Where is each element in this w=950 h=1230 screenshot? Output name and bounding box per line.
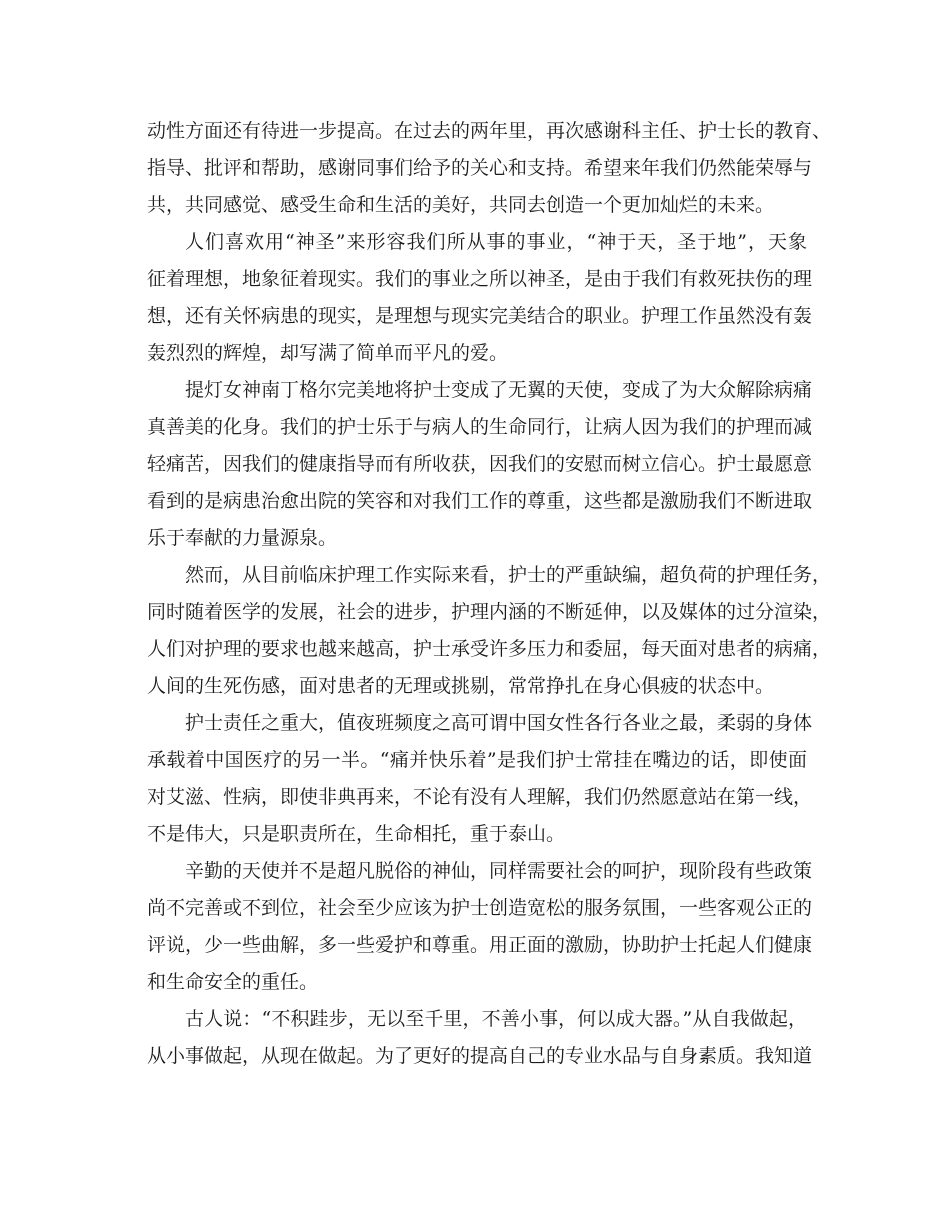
paragraph-first-line: 然而，从目前临床护理工作实际来看，护士的严重缺编，超负荷的护理任务， (185, 564, 832, 586)
text-line: 轻痛苦，因我们的健康指导而有所收获，因我们的安慰而树立信心。护士最愿意 (147, 453, 813, 475)
text-line: 人们对护理的要求也越来越高，护士承受许多压力和委屈，每天面对患者的病痛， (147, 638, 832, 660)
text-line: 共，共同感觉、感受生命和生活的美好，共同去创造一个更加灿烂的未来。 (147, 194, 775, 216)
document-body (147, 113, 832, 1075)
text-line: 指导、批评和帮助，感谢同事们给予的关心和支持。希望来年我们仍然能荣辱与 (147, 157, 813, 179)
text-line: 评说，少一些曲解，多一些爱护和尊重。用正面的激励，协助护士托起人们健康 (147, 934, 813, 956)
text-line: 乐于奉献的力量源泉。 (147, 527, 338, 549)
text-line: 人间的生死伤感，面对患者的无理或挑剔，常常挣扎在身心俱疲的状态中。 (147, 675, 775, 697)
text-line: 想，还有关怀病患的现实，是理想与现实完美结合的职业。护理工作虽然没有轰 (147, 305, 813, 327)
text-line: 动性方面还有待进一步提高。在过去的两年里，再次感谢科主任、护士长的教育、 (147, 120, 832, 142)
text-line: 征着理想，地象征着现实。我们的事业之所以神圣，是由于我们有救死扶伤的理 (147, 268, 813, 290)
text-line: 对艾滋、性病，即使非典再来，不论有没有人理解，我们仍然愿意站在第一线， (147, 786, 813, 808)
text-line: 承载着中国医疗的另一半。“痛并快乐着”是我们护士常挂在嘴边的话，即使面 (147, 749, 807, 771)
paragraph-first-line: 护士责任之重大，值夜班频度之高可谓中国女性各行各业之最，柔弱的身体 (185, 712, 813, 734)
text-line: 和生命安全的重任。 (147, 971, 319, 993)
paragraph-first-line: 古人说：“不积跬步，无以至千里，不善小事，何以成大器。”从自我做起， (185, 1008, 807, 1030)
text-line: 尚不完善或不到位，社会至少应该为护士创造宽松的服务氛围，一些客观公正的 (147, 897, 813, 919)
text-line: 看到的是病患治愈出院的笑容和对我们工作的尊重，这些都是激励我们不断进取 (147, 490, 813, 512)
text-line: 不是伟大，只是职责所在，生命相托，重于泰山。 (147, 823, 566, 845)
text-line: 真善美的化身。我们的护士乐于与病人的生命同行，让病人因为我们的护理而减 (147, 416, 813, 438)
text-line: 轰烈烈的辉煌，却写满了简单而平凡的爱。 (147, 342, 509, 364)
paragraph-first-line: 辛勤的天使并不是超凡脱俗的神仙，同样需要社会的呵护，现阶段有些政策 (185, 860, 813, 882)
text-line: 同时随着医学的发展，社会的进步，护理内涵的不断延伸，以及媒体的过分渲染， (147, 601, 832, 623)
paragraph-first-line: 人们喜欢用“神圣”来形容我们所从事的事业，“神于天，圣于地”，天象 (185, 231, 807, 253)
paragraph-first-line: 提灯女神南丁格尔完美地将护士变成了无翼的天使，变成了为大众解除病痛 (185, 379, 813, 401)
text-line: 从小事做起，从现在做起。为了更好的提高自己的专业水品与自身素质。我知道 (147, 1045, 813, 1067)
